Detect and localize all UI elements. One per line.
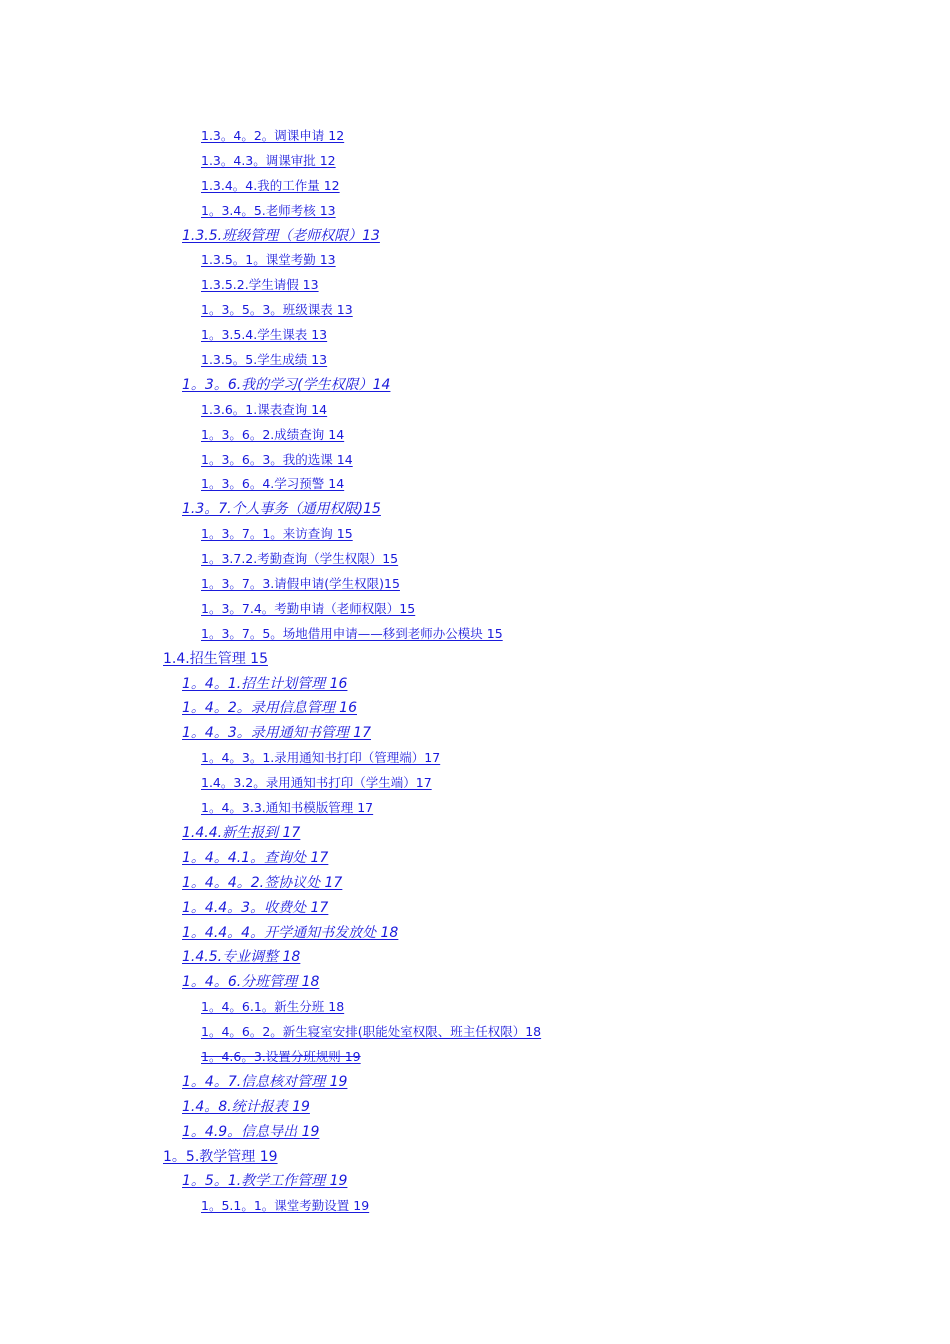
table-of-contents	[0, 124, 950, 1219]
toc-link-level-1[interactable]: 1。5.教学管理 19	[163, 1148, 278, 1165]
toc-link-level-2[interactable]: 1。5。1.教学工作管理 19	[182, 1173, 348, 1190]
toc-link-level-3[interactable]: 1。4.6。3.设置分班规则 19	[201, 1048, 361, 1064]
toc-link-level-2[interactable]: 1.3.5.班级管理（老师权限）13	[182, 227, 380, 244]
toc-link-level-3[interactable]: 1。3。7。5。场地借用申请——移到老师办公模块 15	[201, 625, 503, 641]
toc-link-level-3[interactable]: 1。3。7.4。考勤申请（老师权限）15	[201, 600, 416, 616]
toc-link-level-3[interactable]: 1。3。7。1。来访查询 15	[201, 526, 353, 542]
toc-link-level-3[interactable]: 1.3.5.2.学生请假 13	[201, 277, 319, 293]
toc-link-level-3[interactable]: 1。3。6。4.学习预警 14	[201, 476, 345, 492]
toc-link-level-3[interactable]: 1。3。6。3。我的选课 14	[201, 451, 353, 467]
toc-link-level-3[interactable]: 1.3。4。2。调课申请 12	[201, 128, 345, 143]
toc-link-level-3[interactable]: 1。3.4。5.老师考核 13	[201, 202, 336, 218]
toc-link-level-2[interactable]: 1。4。1.招生计划管理 16	[182, 675, 348, 692]
toc-link-level-2[interactable]: 1。4.4。3。收费处 17	[182, 899, 329, 916]
toc-link-level-3[interactable]: 1.3.6。1.课表查询 14	[201, 401, 328, 417]
toc-link-level-2[interactable]: 1。4。4。2.签协议处 17	[182, 874, 343, 891]
toc-link-level-3[interactable]: 1。3.5.4.学生课表 13	[201, 327, 328, 343]
toc-link-level-2[interactable]: 1。4。3。录用通知书管理 17	[182, 725, 371, 742]
toc-link-level-3[interactable]: 1.3.5。1。课堂考勤 13	[201, 252, 336, 268]
toc-link-level-3[interactable]: 1.4。3.2。录用通知书打印（学生端）17	[201, 775, 432, 791]
toc-link-level-2[interactable]: 1。4.4。4。开学通知书发放处 18	[182, 924, 399, 941]
toc-link-level-3[interactable]: 1。3。7。3.请假申请(学生权限)15	[201, 576, 400, 592]
toc-link-level-2[interactable]: 1.4.4.新生报到 17	[182, 824, 301, 841]
toc-link-level-3[interactable]: 1。3.7.2.考勤查询（学生权限）15	[201, 551, 399, 567]
toc-link-level-3[interactable]: 1。4。6.1。新生分班 18	[201, 999, 345, 1015]
toc-link-level-3[interactable]: 1。3。5。3。班级课表 13	[201, 302, 353, 318]
toc-link-level-2[interactable]: 1.4.5.专业调整 18	[182, 949, 301, 966]
toc-link-level-2[interactable]: 1。4.9。信息导出 19	[182, 1123, 320, 1140]
toc-link-level-3[interactable]: 1。4。6。2。新生寝室安排(职能处室权限、班主任权限）18	[201, 1024, 542, 1040]
toc-link-level-2[interactable]: 1.4。8.统计报表 19	[182, 1098, 310, 1115]
toc-link-level-3[interactable]: 1。4。3.3.通知书模版管理 17	[201, 800, 374, 816]
toc-link-level-3[interactable]: 1.3。4.3。调课审批 12	[201, 152, 336, 168]
toc-link-level-2[interactable]: 1。4。6.分班管理 18	[182, 974, 320, 991]
toc-link-level-2[interactable]: 1.3。7.个人事务（通用权限)15	[182, 501, 381, 518]
toc-link-level-2[interactable]: 1。4。7.信息核对管理 19	[182, 1073, 348, 1090]
toc-link-level-2[interactable]: 1。3。6.我的学习(学生权限）14	[182, 376, 391, 393]
toc-link-level-1[interactable]: 1.4.招生管理 15	[163, 650, 268, 667]
toc-link-level-3[interactable]: 1.3.5。5.学生成绩 13	[201, 352, 328, 368]
toc-link-level-3[interactable]: 1.3.4。4.我的工作量 12	[201, 177, 340, 193]
toc-link-level-3[interactable]: 1。4。3。1.录用通知书打印（管理端）17	[201, 750, 441, 766]
toc-link-level-2[interactable]: 1。4。2。录用信息管理 16	[182, 700, 357, 717]
toc-link-level-3[interactable]: 1。5.1。1。课堂考勤设置 19	[201, 1198, 370, 1214]
toc-link-level-2[interactable]: 1。4。4.1。查询处 17	[182, 849, 329, 866]
toc-link-level-3[interactable]: 1。3。6。2.成绩查询 14	[201, 426, 345, 442]
